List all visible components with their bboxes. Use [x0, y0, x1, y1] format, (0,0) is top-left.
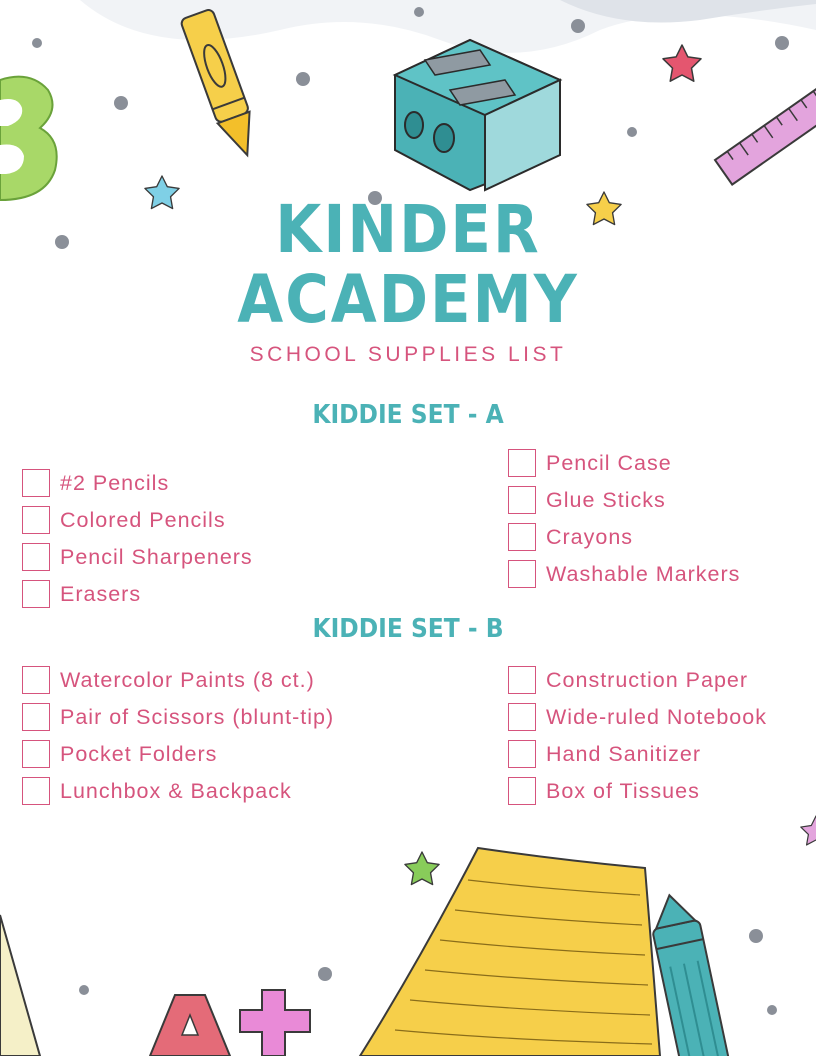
page-title-line2: ACADEMY	[237, 261, 579, 338]
checkbox[interactable]	[22, 469, 50, 497]
checkbox[interactable]	[22, 666, 50, 694]
checklist-item[interactable]	[508, 485, 666, 515]
item-label: #2 Pencils	[60, 470, 170, 495]
checkbox[interactable]	[508, 777, 536, 805]
item-label: Pocket Folders	[60, 741, 218, 766]
checklist-item[interactable]	[22, 665, 315, 695]
plus-sign-icon	[240, 990, 310, 1056]
item-label: Wide-ruled Notebook	[546, 704, 767, 729]
paper-sheet-icon	[0, 915, 40, 1056]
checkbox[interactable]	[508, 449, 536, 477]
pencil-sharpener-icon	[395, 40, 560, 190]
checklist-item[interactable]	[22, 505, 226, 535]
checkbox[interactable]	[508, 523, 536, 551]
checkbox[interactable]	[508, 560, 536, 588]
checkbox[interactable]	[508, 666, 536, 694]
notebook-paper-icon	[360, 848, 660, 1056]
item-label: Construction Paper	[546, 667, 749, 692]
number-three-icon	[0, 77, 57, 200]
checkbox[interactable]	[508, 703, 536, 731]
checklist-item[interactable]	[508, 665, 748, 695]
checklist-item[interactable]	[22, 702, 334, 732]
letter-a-icon	[150, 995, 230, 1056]
checklist-item[interactable]	[508, 702, 767, 732]
checkbox[interactable]	[22, 740, 50, 768]
item-label: Pencil Sharpeners	[60, 544, 253, 569]
checklist-item[interactable]	[22, 776, 292, 806]
checkbox[interactable]	[22, 506, 50, 534]
item-label: Hand Sanitizer	[546, 741, 702, 766]
checklist-item[interactable]	[22, 579, 141, 609]
checkbox[interactable]	[22, 543, 50, 571]
checkbox[interactable]	[22, 580, 50, 608]
checkbox[interactable]	[508, 740, 536, 768]
checklist-item[interactable]	[508, 522, 633, 552]
checkbox[interactable]	[22, 777, 50, 805]
item-label: Washable Markers	[546, 561, 741, 586]
item-label: Lunchbox & Backpack	[60, 778, 292, 803]
checkbox[interactable]	[508, 486, 536, 514]
checkbox[interactable]	[22, 703, 50, 731]
checklist-item[interactable]	[508, 776, 700, 806]
checklist-item[interactable]	[22, 468, 169, 498]
item-label: Colored Pencils	[60, 507, 226, 532]
item-label: Watercolor Paints (8 ct.)	[60, 667, 315, 692]
checklist-item[interactable]	[508, 559, 740, 589]
checklist-item[interactable]	[508, 448, 672, 478]
item-label: Erasers	[60, 581, 142, 606]
set-a-heading: KIDDIE SET - A	[312, 400, 504, 430]
page-title-line1: KINDER	[275, 191, 541, 268]
set-b-heading: KIDDIE SET - B	[312, 614, 504, 644]
ruler-icon	[715, 74, 816, 185]
item-label: Glue Sticks	[546, 487, 666, 512]
item-label: Box of Tissues	[546, 778, 700, 803]
checklist-item[interactable]	[508, 739, 701, 769]
checklist-item[interactable]	[22, 739, 217, 769]
item-label: Crayons	[546, 524, 634, 549]
item-label: Pair of Scissors (blunt-tip)	[60, 704, 335, 729]
item-label: Pencil Case	[546, 450, 672, 475]
page-subtitle: SCHOOL SUPPLIES LIST	[249, 343, 567, 366]
checklist-item[interactable]	[22, 542, 253, 572]
